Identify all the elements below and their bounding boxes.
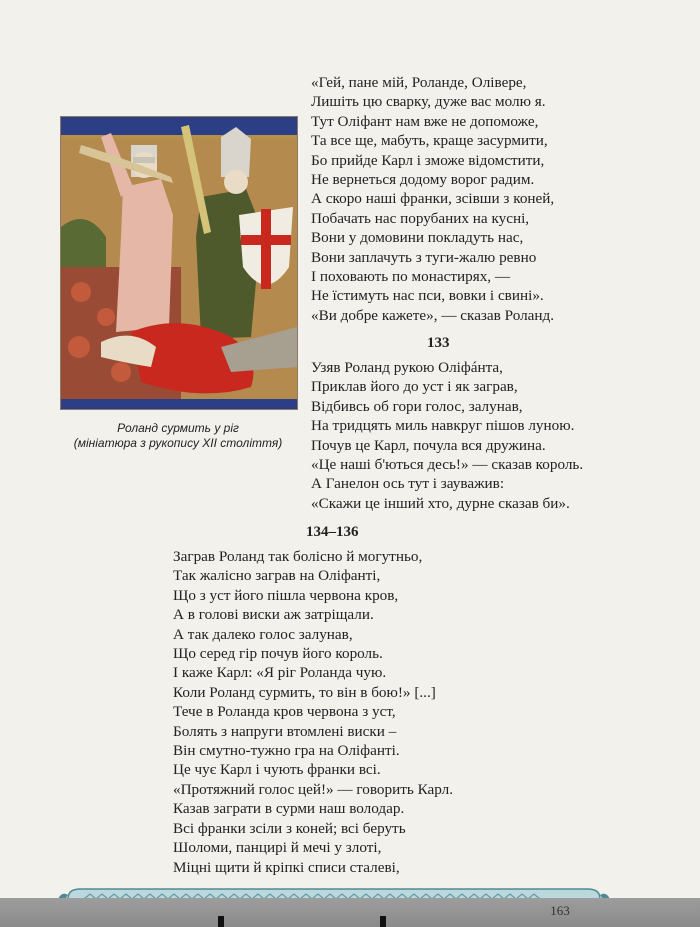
figure-caption — [40, 421, 316, 451]
verse-line: Коли Роланд сурмить, то він в бою!» [...] — [173, 683, 436, 701]
scan-mark — [380, 916, 386, 927]
verse-line: Відбивсь об гори голос, залунав, — [311, 397, 523, 415]
verse-line: Узяв Роланд рукою Оліфáнта, — [311, 359, 503, 376]
verse-line: Бо прийде Карл і зможе відомстити, — [311, 151, 545, 169]
verse-line: А скоро наші франки, зсівши з коней, — [311, 190, 555, 208]
verse-line: Міцні щити й кріпкі списи сталеві, — [173, 858, 400, 876]
verse-line: Це чує Карл і чують франки всі. — [173, 761, 381, 779]
scan-bottom-strip — [0, 898, 700, 927]
verse-line: Заграв Роланд так болісно й могутньо, — [173, 548, 423, 565]
verse-line: Побачать нас порубаних на кусні, — [311, 209, 530, 227]
verse-line: Шоломи, панцирі й мечі у злоті, — [173, 839, 382, 857]
verse-line: «Ви добре кажете», — сказав Роланд. — [311, 306, 555, 324]
verse-line: І поховають по монастирях, — — [311, 268, 511, 286]
verse-line: Вони заплачуть з туги-жалю ревно — [311, 248, 537, 266]
verse-line: Лишіть цю сварку, дуже вас молю я. — [311, 93, 546, 111]
verse-line: Почув це Карл, почула вся дружина. — [311, 436, 546, 454]
verse-stanza-134-136 — [173, 547, 453, 877]
verse-line: І каже Карл: «Я ріг Роланда чую. — [173, 664, 387, 682]
miniature-image — [61, 117, 297, 409]
caption-title: Роланд сурмить у ріг — [117, 421, 239, 435]
verse-stanza-132 — [311, 73, 554, 325]
verse-line: «Це наші б'ються десь!» — сказав король. — [311, 456, 584, 474]
verse-line: Що з уст його пішла червона кров, — [173, 586, 399, 604]
verse-line: А Ганелон ось тут і зауважив: — [311, 475, 505, 493]
verse-line: Не їстимуть нас пси, вовки і свині». — [311, 287, 544, 305]
verse-line: «Гей, пане мій, Роланде, Олівере, — [311, 74, 527, 91]
page-number: 163 — [550, 903, 570, 918]
verse-line: Не вернеться додому ворог радим. — [311, 171, 535, 189]
stanza-heading-134-136: 134–136 — [306, 524, 359, 540]
verse-line: Так жалісно заграв на Оліфанті, — [173, 567, 381, 585]
verse-line: Він смутно-тужно гра на Оліфанті. — [173, 742, 400, 760]
verse-line: Приклав його до уст і як заграв, — [311, 378, 518, 396]
verse-line: Тече в Роланда кров червона з уст, — [173, 703, 396, 721]
miniature-illustration — [60, 116, 298, 410]
verse-line: Що серед гір почув його король. — [173, 645, 383, 663]
verse-line: Всі франки зсіли з коней; всі беруть — [173, 819, 406, 837]
verse-line: Та все ще, мабуть, краще засурмити, — [311, 132, 548, 150]
stanza-heading-133: 133 — [427, 335, 450, 351]
caption-source: (мініатюра з рукопису XII століття) — [73, 436, 283, 450]
verse-line: Тут Оліфант нам вже не допоможе, — [311, 112, 539, 130]
verse-line: На тридцять миль навкруг пішов луною. — [311, 417, 575, 435]
verse-line: «Скажи це інший хто, дурне сказав би». — [311, 494, 570, 512]
verse-line: Вони у домовини покладуть нас, — [311, 229, 524, 247]
verse-stanza-133 — [311, 358, 583, 513]
verse-line: А так далеко голос залунав, — [173, 625, 353, 643]
verse-line: А в голові виски аж затріщали. — [173, 606, 374, 624]
verse-line: «Протяжний голос цей!» — говорить Карл. — [173, 780, 454, 798]
scan-mark — [218, 916, 224, 927]
verse-line: Болять з напруги втомлені виски – — [173, 722, 397, 740]
verse-line: Казав заграти в сурми наш володар. — [173, 800, 405, 818]
